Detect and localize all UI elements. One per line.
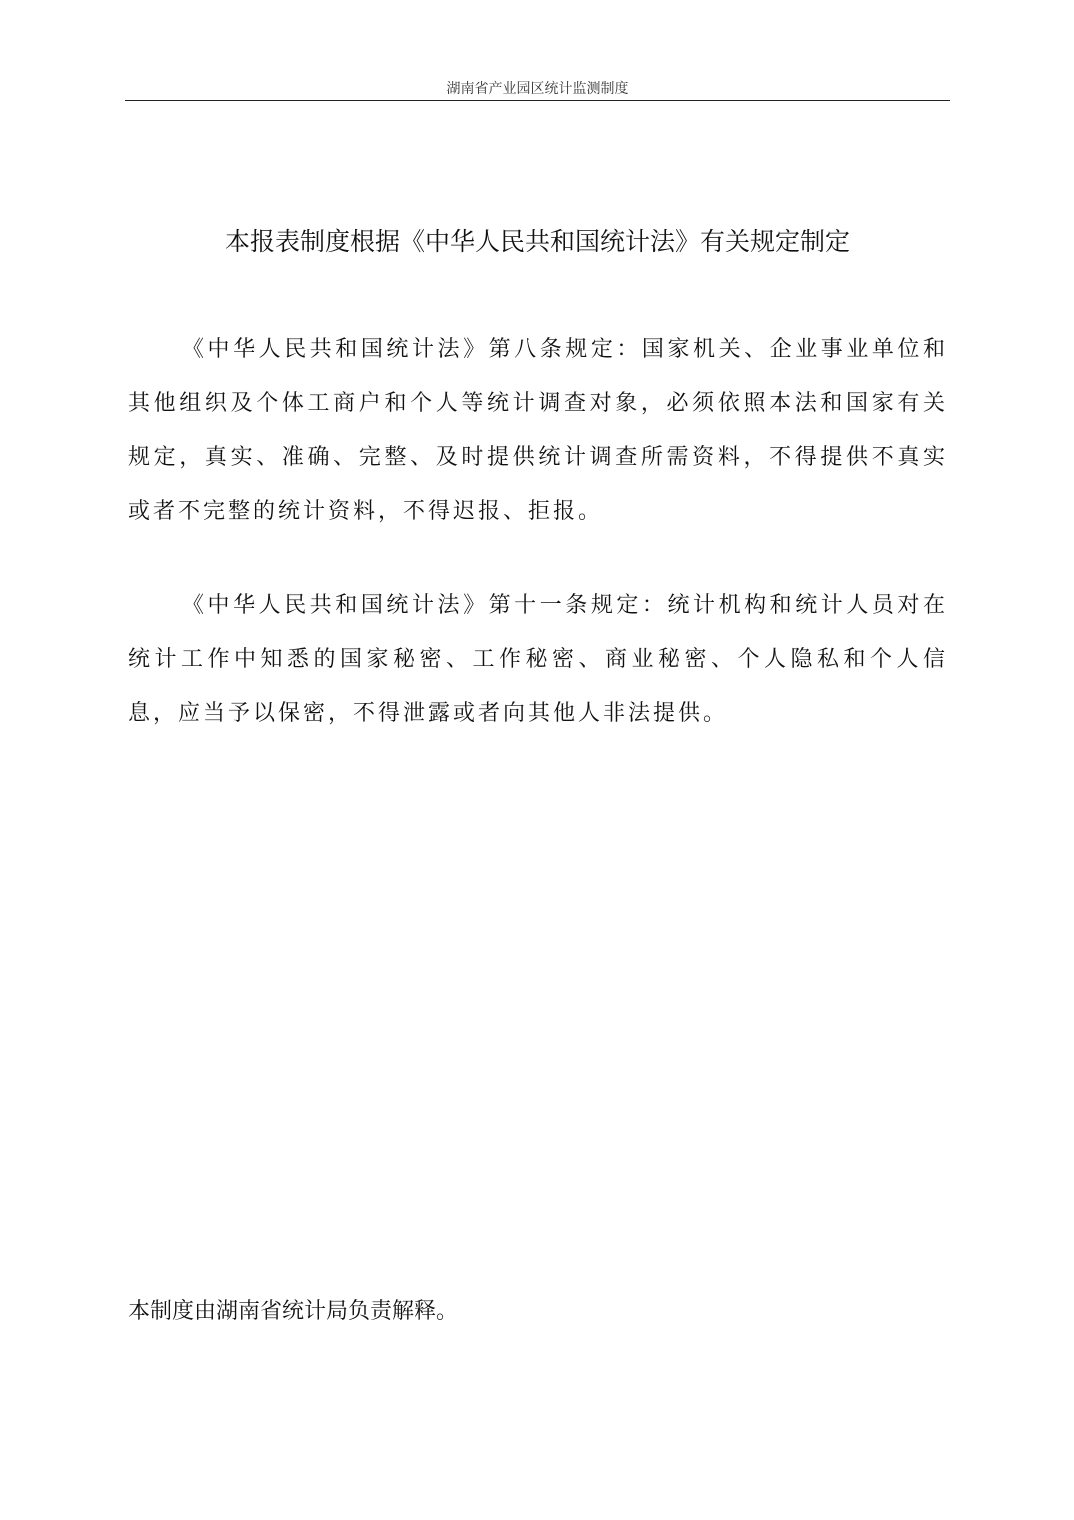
paragraph-article-8: 《中华人民共和国统计法》第八条规定：国家机关、企业事业单位和其他组织及个体工商户和个人等统计调查对象，必须依照本法和国家有关规定，真实、准确、完整、及时提供统计调查所需资料，不得提供不真实或者不完整的统计资料，不得迟报、拒报。 bbox=[128, 337, 948, 524]
paragraph-article-11: 《中华人民共和国统计法》第十一条规定：统计机构和统计人员对在统计工作中知悉的国家秘密、工作秘密、商业秘密、个人隐私和个人信息，应当予以保密，不得泄露或者向其他人非法提供。 bbox=[128, 593, 948, 726]
document-title: 本报表制度根据《中华人民共和国统计法》有关规定制定 bbox=[224, 227, 850, 256]
page-header bbox=[125, 78, 950, 101]
closing-statement: 本制度由湖南省统计局负责解释。 bbox=[128, 1299, 459, 1324]
running-title: 湖南省产业园区统计监测制度 bbox=[446, 81, 629, 97]
